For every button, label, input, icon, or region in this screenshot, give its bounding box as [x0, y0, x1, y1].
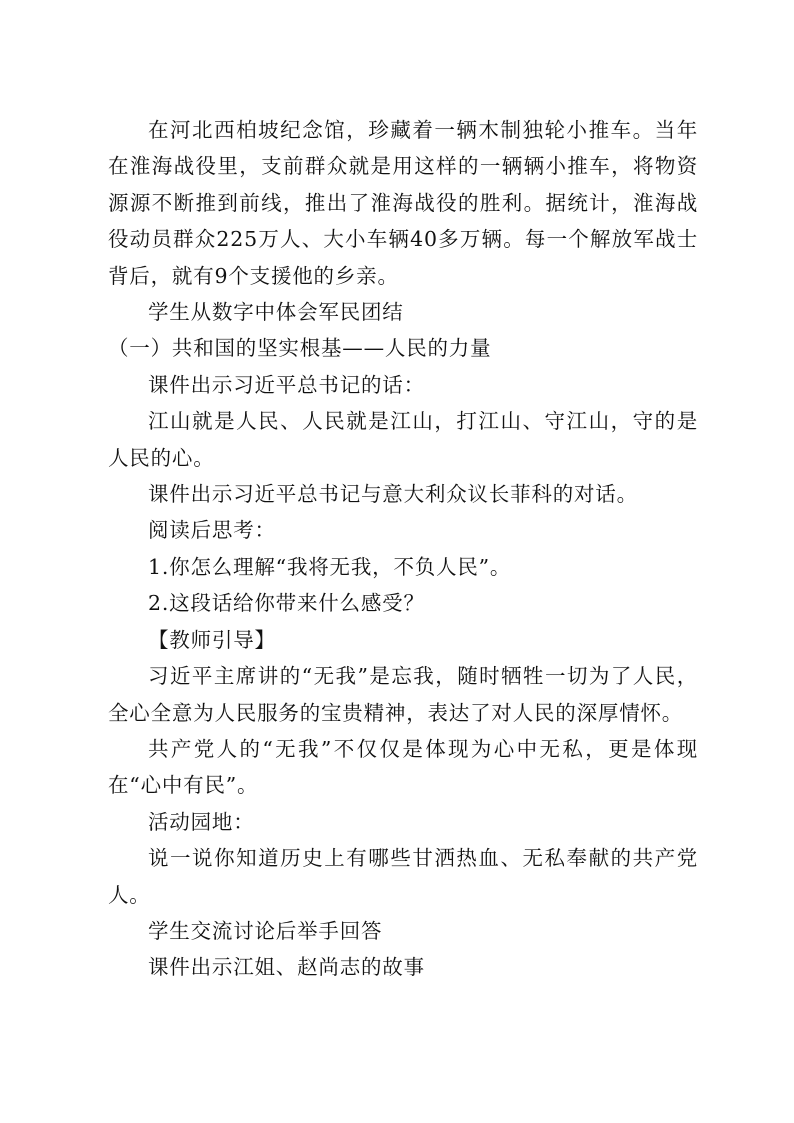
paragraph-courseware-quote-intro: 课件出示习近平总书记的话：: [148, 372, 425, 397]
paragraph-student-discussion: 学生交流讨论后举手回答: [148, 918, 383, 943]
paragraph-xibaipo-cart: 在河北西柏坡纪念馆，珍藏着一辆木制独轮小推车。当年在淮海战役里，支前群众就是用这样的一辆辆小推车，将物资源源不断推到前线，推出了淮海战役的胜利。据统计，淮海战役动员群众225万人、大小车辆40多万辆。每一个解放军战士背后，就有9个支援他的乡亲。: [108, 118, 698, 288]
paragraph-courseware-stories: 课件出示江姐、赵尚志的故事: [148, 955, 425, 980]
paragraph-activity-prompt: 说一说你知道历史上有哪些甘洒热血、无私奉献的共产党人。: [108, 846, 698, 907]
paragraph-reading-prompt: 阅读后思考：: [148, 518, 276, 543]
document-body: [108, 112, 698, 986]
question-1: 1.你怎么理解“我将无我，不负人民”。: [148, 554, 512, 579]
activity-area-label: 活动园地：: [148, 809, 255, 834]
paragraph-quote-jiangshan: 江山就是人民、人民就是江山，打江山、守江山，守的是人民的心。: [108, 409, 698, 470]
paragraph-courseware-dialogue: 课件出示习近平总书记与意大利众议长菲科的对话。: [148, 482, 638, 507]
teacher-guidance-label: 【教师引导】: [148, 627, 276, 652]
paragraph-party-members-wuwo: 共产党人的“无我”不仅仅是体现为心中无私，更是体现在“心中有民”。: [108, 736, 698, 798]
paragraph-student-reflection: 学生从数字中体会军民团结: [148, 300, 404, 325]
section-heading-people-power: （一）共和国的坚实根基——人民的力量: [108, 336, 492, 361]
paragraph-wuwo-explanation: 习近平主席讲的“无我”是忘我，随时牺牲一切为了人民，全心全意为人民服务的宝贵精神，表达了对人民的深厚情怀。: [108, 664, 698, 725]
question-2: 2.这段话给你带来什么感受？: [148, 591, 425, 616]
